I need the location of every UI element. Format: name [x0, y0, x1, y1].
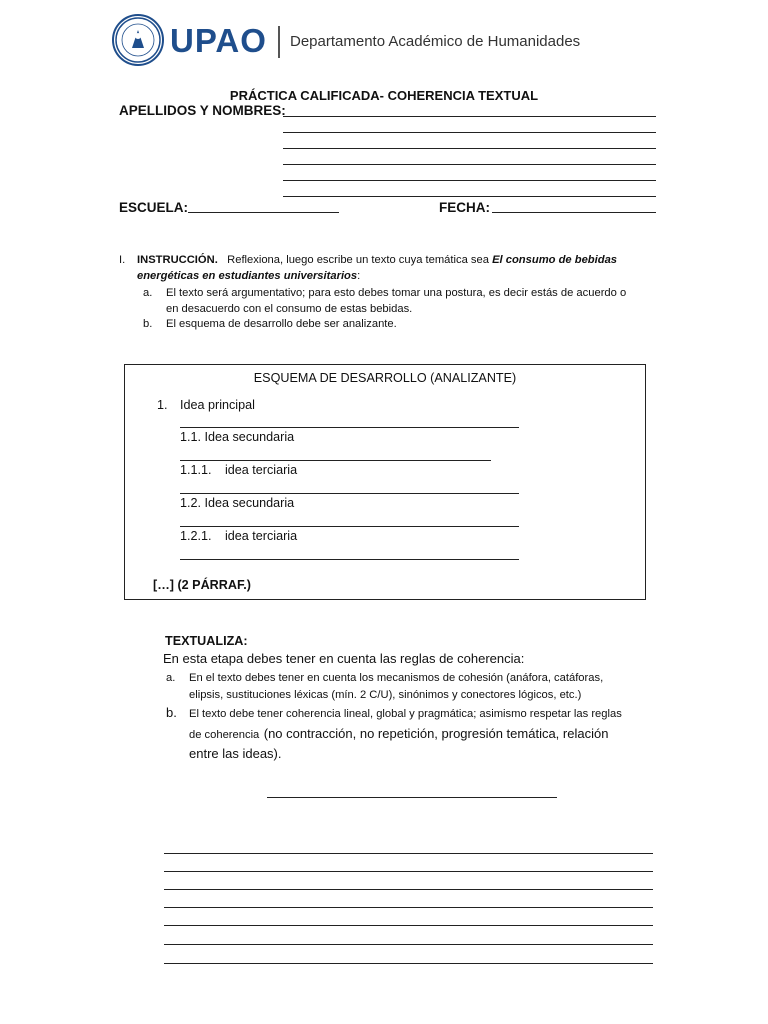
name-line-4[interactable]	[283, 164, 656, 165]
scheme-item-1-text: Idea principal	[180, 398, 255, 412]
scheme-item-1-1: 1.1. Idea secundaria	[180, 430, 295, 444]
essay-line-2[interactable]	[164, 871, 653, 872]
essay-line-5[interactable]	[164, 925, 653, 926]
scheme-item-1-number: 1.	[157, 398, 168, 412]
scheme-line-1-2[interactable]	[180, 526, 519, 527]
instruction-label: INSTRUCCIÓN.	[137, 254, 218, 266]
textualize-a-line-2: elipsis, sustituciones léxicas (mín. 2 C/U), sinónimos y conectores lógicos, etc.)	[189, 689, 582, 701]
textualize-b-line-2-large: (no contracción, no repetición, progresión temática, relación	[263, 726, 609, 741]
name-line-6[interactable]	[283, 196, 656, 197]
name-label: APELLIDOS Y NOMBRES:	[119, 103, 286, 118]
university-seal-logo	[112, 14, 164, 66]
scheme-item-1-2: 1.2. Idea secundaria	[180, 496, 295, 510]
name-line-1[interactable]	[283, 116, 656, 117]
page-title: PRÁCTICA CALIFICADA- COHERENCIA TEXTUAL	[229, 88, 539, 103]
textualize-intro: En esta etapa debes tener en cuenta las reglas de coherencia:	[163, 651, 525, 666]
instruction-a-line-2: en desacuerdo con el consumo de estas bebidas.	[166, 303, 413, 315]
scheme-line-1[interactable]	[180, 427, 519, 428]
scheme-item-1-2-1-number: 1.2.1.	[180, 529, 212, 543]
essay-line-4[interactable]	[164, 907, 653, 908]
school-label: ESCUELA:	[119, 200, 189, 215]
instruction-colon: :	[357, 270, 361, 282]
name-line-5[interactable]	[283, 180, 656, 181]
brand-name: UPAO	[170, 22, 267, 59]
instruction-line-2	[137, 268, 360, 284]
instruction-topic-1: El consumo de bebidas	[492, 254, 618, 266]
scheme-line-1-1-1[interactable]	[180, 493, 519, 494]
department-name: Departamento Académico de Humanidades	[290, 33, 581, 50]
scheme-item-1-2-1-text: idea terciaria	[225, 529, 298, 543]
essay-line-6[interactable]	[164, 944, 653, 945]
instruction-a-marker: a.	[143, 287, 153, 299]
scheme-item-1-1-1-text: idea terciaria	[225, 463, 298, 477]
instruction-numeral: I.	[119, 254, 126, 266]
instruction-topic-2: energéticas en estudiantes universitarios	[137, 270, 358, 282]
textualize-b-line-1: El texto debe tener coherencia lineal, global y pragmática; asimismo respetar las reglas	[189, 708, 622, 720]
essay-line-7[interactable]	[164, 963, 653, 964]
header-divider	[278, 26, 280, 58]
essay-line-1[interactable]	[164, 853, 653, 854]
instruction-line-1	[137, 252, 658, 268]
scheme-line-1-1[interactable]	[180, 460, 491, 461]
textualize-a-marker: a.	[166, 672, 176, 684]
instruction-b-marker: b.	[143, 318, 153, 330]
date-line[interactable]	[492, 212, 656, 213]
textualize-b-line-2-small: de coherencia	[189, 729, 260, 741]
date-label: FECHA:	[439, 200, 490, 215]
essay-line-3[interactable]	[164, 889, 653, 890]
textualize-b-line-2	[189, 725, 608, 743]
instruction-a-line-1: El texto será argumentativo; para esto debes tomar una postura, es decir estás de acuerdo o	[166, 287, 627, 299]
name-line-3[interactable]	[283, 148, 656, 149]
name-line-2[interactable]	[283, 132, 656, 133]
scheme-item-1-1-1-number: 1.1.1.	[180, 463, 212, 477]
school-line[interactable]	[188, 212, 339, 213]
instruction-b-text: El esquema de desarrollo debe ser analizante.	[166, 318, 397, 330]
instruction-text: Reflexiona, luego escribe un texto cuya temática sea	[227, 254, 489, 266]
textualize-title: TEXTUALIZA:	[165, 634, 248, 648]
essay-title-line[interactable]	[267, 797, 557, 798]
scheme-line-1-2-1[interactable]	[180, 559, 519, 560]
textualize-b-line-3: entre las ideas).	[189, 746, 282, 761]
textualize-a-line-1: En el texto debes tener en cuenta los mecanismos de cohesión (anáfora, catáforas,	[189, 672, 604, 684]
scheme-title: ESQUEMA DE DESARROLLO (ANALIZANTE)	[253, 371, 517, 385]
textualize-b-marker: b.	[166, 705, 177, 720]
scheme-footer: […] (2 PÁRRAF.)	[153, 578, 251, 592]
